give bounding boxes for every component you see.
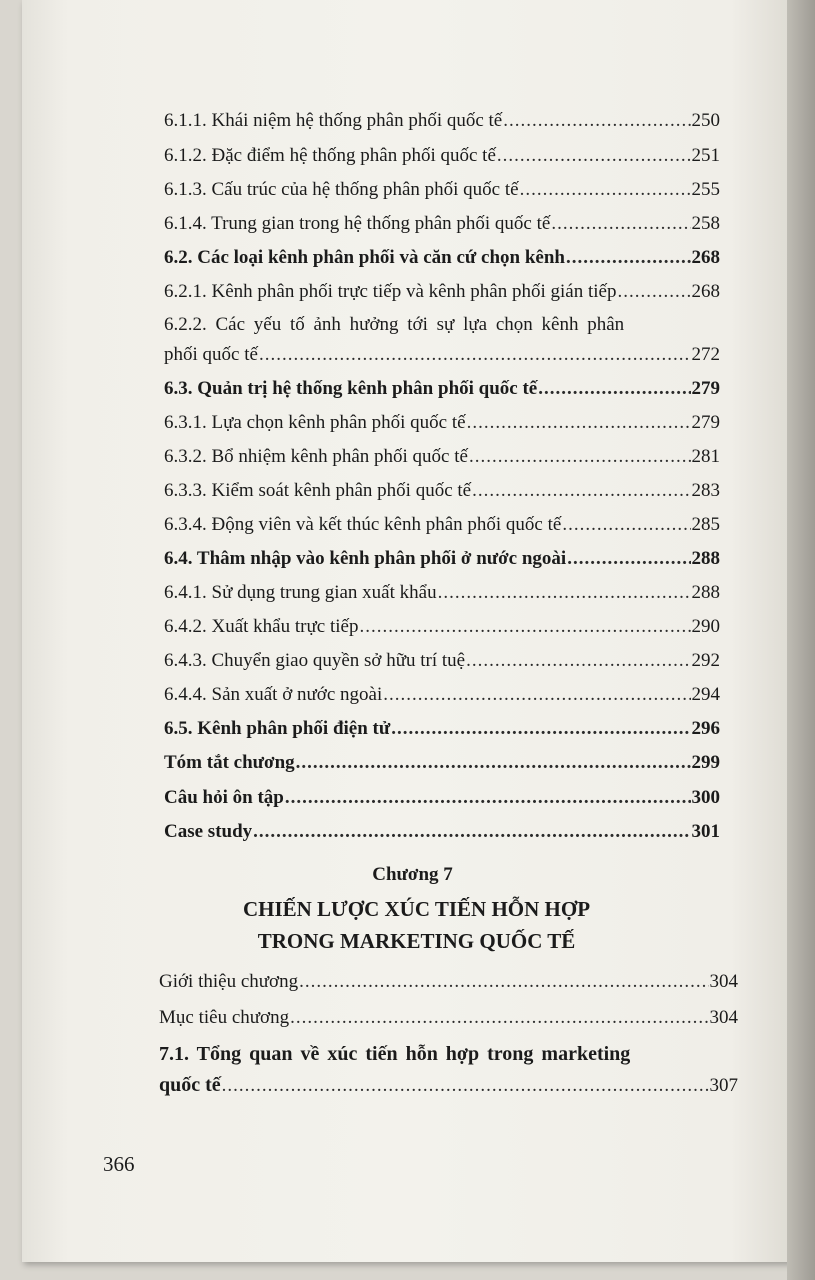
toc-entry-title-line1: 6.2.2. Các yếu tố ảnh hưởng tới sự lựa chọn kênh phân (164, 314, 625, 335)
toc-entry-title: Mục tiêu chương (159, 1007, 290, 1028)
leader-dots (296, 751, 691, 775)
toc-section (164, 547, 720, 571)
leader-dots (566, 246, 691, 270)
toc-entry-page: 290 (691, 616, 720, 637)
leader-dots (562, 513, 690, 537)
toc-entry-page: 281 (691, 446, 720, 467)
toc-entry-title: 6.1.1. Khái niệm hệ thống phân phối quốc tế (164, 110, 503, 131)
toc-section-title: 6.5. Kênh phân phối điện tử (164, 718, 391, 739)
toc-entry-page: 283 (691, 480, 720, 501)
toc-entry-title: 6.1.4. Trung gian trong hệ thống phân phối quốc tế (164, 213, 551, 234)
leader-dots (259, 343, 691, 367)
toc-entry (164, 343, 720, 367)
leader-dots (466, 649, 690, 673)
toc-section (164, 786, 720, 810)
toc-entry (159, 970, 738, 994)
leader-dots (617, 280, 690, 304)
toc-entry (164, 683, 720, 707)
toc-entry-page: 304 (709, 971, 738, 992)
toc-entry-page: 288 (691, 582, 720, 603)
toc-entry (164, 581, 720, 605)
leader-dots (383, 683, 690, 707)
toc-entry-title: 6.3.4. Động viên và kết thúc kênh phân phối quốc tế (164, 514, 562, 535)
toc-entry (164, 109, 720, 133)
leader-dots (290, 1006, 708, 1030)
toc-entry (164, 513, 720, 537)
chapter-title-line1: CHIẾN LƯỢC XÚC TIẾN HỖN HỢP (242, 897, 591, 921)
toc-section-title: Case study (164, 821, 253, 842)
toc-entry-page: 292 (691, 650, 720, 671)
toc-entry-title: 6.4.4. Sản xuất ở nước ngoài (164, 684, 383, 705)
leader-dots (222, 1074, 709, 1098)
toc-section-page: 300 (691, 787, 720, 808)
toc-entry-title: 6.3.1. Lựa chọn kênh phân phối quốc tế (164, 412, 466, 433)
leader-dots (567, 547, 690, 571)
toc-entry-page: 304 (709, 1007, 738, 1028)
toc-section (164, 377, 720, 401)
toc-entry-title: 6.1.2. Đặc điểm hệ thống phân phối quốc tế (164, 145, 496, 166)
toc-entry-page: 251 (691, 145, 720, 166)
toc-entry-title: Giới thiệu chương (159, 971, 299, 992)
leader-dots (253, 820, 690, 844)
leader-dots (469, 445, 691, 469)
leader-dots (299, 970, 708, 994)
leader-dots (497, 144, 691, 168)
chapter-title-line2: TRONG MARKETING QUỐC TẾ (257, 929, 576, 953)
toc-entry-title: 6.4.3. Chuyển giao quyền sở hữu trí tuệ (164, 650, 466, 671)
toc-section-page: 296 (691, 718, 720, 739)
toc-section (164, 717, 720, 741)
leader-dots (438, 581, 691, 605)
toc-entry (164, 445, 720, 469)
leader-dots (391, 717, 690, 741)
toc-entry (164, 212, 720, 236)
page-edge (787, 0, 815, 1280)
toc-section-title: Tóm tắt chương (164, 752, 295, 773)
toc-entry-title: 6.4.2. Xuất khẩu trực tiếp (164, 616, 359, 637)
toc-entry (164, 280, 720, 304)
toc-entry-page: 294 (691, 684, 720, 705)
toc-section-page: 288 (691, 548, 720, 569)
leader-dots (467, 411, 691, 435)
leader-dots (472, 479, 690, 503)
toc-entry (164, 411, 720, 435)
toc-entry (164, 479, 720, 503)
toc-entry-page: 268 (691, 281, 720, 302)
toc-entry-page: 285 (691, 514, 720, 535)
toc-entry-page: 250 (691, 110, 720, 131)
leader-dots (551, 212, 690, 236)
toc-section-page: 307 (709, 1075, 738, 1096)
toc-section-title: 6.3. Quản trị hệ thống kênh phân phối quốc tế (164, 378, 538, 399)
toc-entry-title: 6.1.3. Cấu trúc của hệ thống phân phối quốc tế (164, 179, 519, 200)
toc-entry-page: 255 (691, 179, 720, 200)
toc-section-title: 6.2. Các loại kênh phân phối và căn cứ chọn kênh (164, 247, 565, 268)
leader-dots (285, 786, 691, 810)
toc-section-title: Câu hỏi ôn tập (164, 787, 284, 808)
toc-entry-page: 279 (691, 412, 720, 433)
toc-section (164, 820, 720, 844)
toc-section (159, 1073, 738, 1098)
leader-dots (520, 178, 691, 202)
toc-entry-title: 6.2.1. Kênh phân phối trực tiếp và kênh phân phối gián tiếp (164, 281, 617, 302)
toc-entry-page: 272 (691, 344, 720, 365)
toc-section-title: 6.4. Thâm nhập vào kênh phân phối ở nước ngoài (164, 548, 567, 569)
toc-section (164, 246, 720, 270)
toc-section-title-line2: quốc tế (159, 1074, 221, 1096)
toc-section-page: 279 (691, 378, 720, 399)
toc-section-page: 299 (691, 752, 720, 773)
leader-dots (359, 615, 690, 639)
toc-entry-page: 258 (691, 213, 720, 234)
toc-entry-title: 6.3.3. Kiểm soát kênh phân phối quốc tế (164, 480, 472, 501)
chapter-number: Chương 7 (372, 864, 453, 885)
toc-section (164, 751, 720, 775)
toc-entry-title: 6.4.1. Sử dụng trung gian xuất khẩu (164, 582, 437, 603)
toc-section-page: 301 (691, 821, 720, 842)
toc-entry (164, 144, 720, 168)
toc-entry (164, 649, 720, 673)
toc-entry-title: 6.3.2. Bổ nhiệm kênh phân phối quốc tế (164, 446, 468, 467)
toc-entry-title-line2: phối quốc tế (164, 344, 258, 365)
toc-section-title-line1: 7.1. Tổng quan về xúc tiến hỗn hợp trong marketing (159, 1043, 631, 1065)
toc-entry (164, 615, 720, 639)
leader-dots (503, 109, 690, 133)
toc-section-page: 268 (691, 247, 720, 268)
page-number: 366 (103, 1152, 135, 1176)
toc-entry (159, 1006, 738, 1030)
leader-dots (538, 377, 690, 401)
toc-entry (164, 178, 720, 202)
